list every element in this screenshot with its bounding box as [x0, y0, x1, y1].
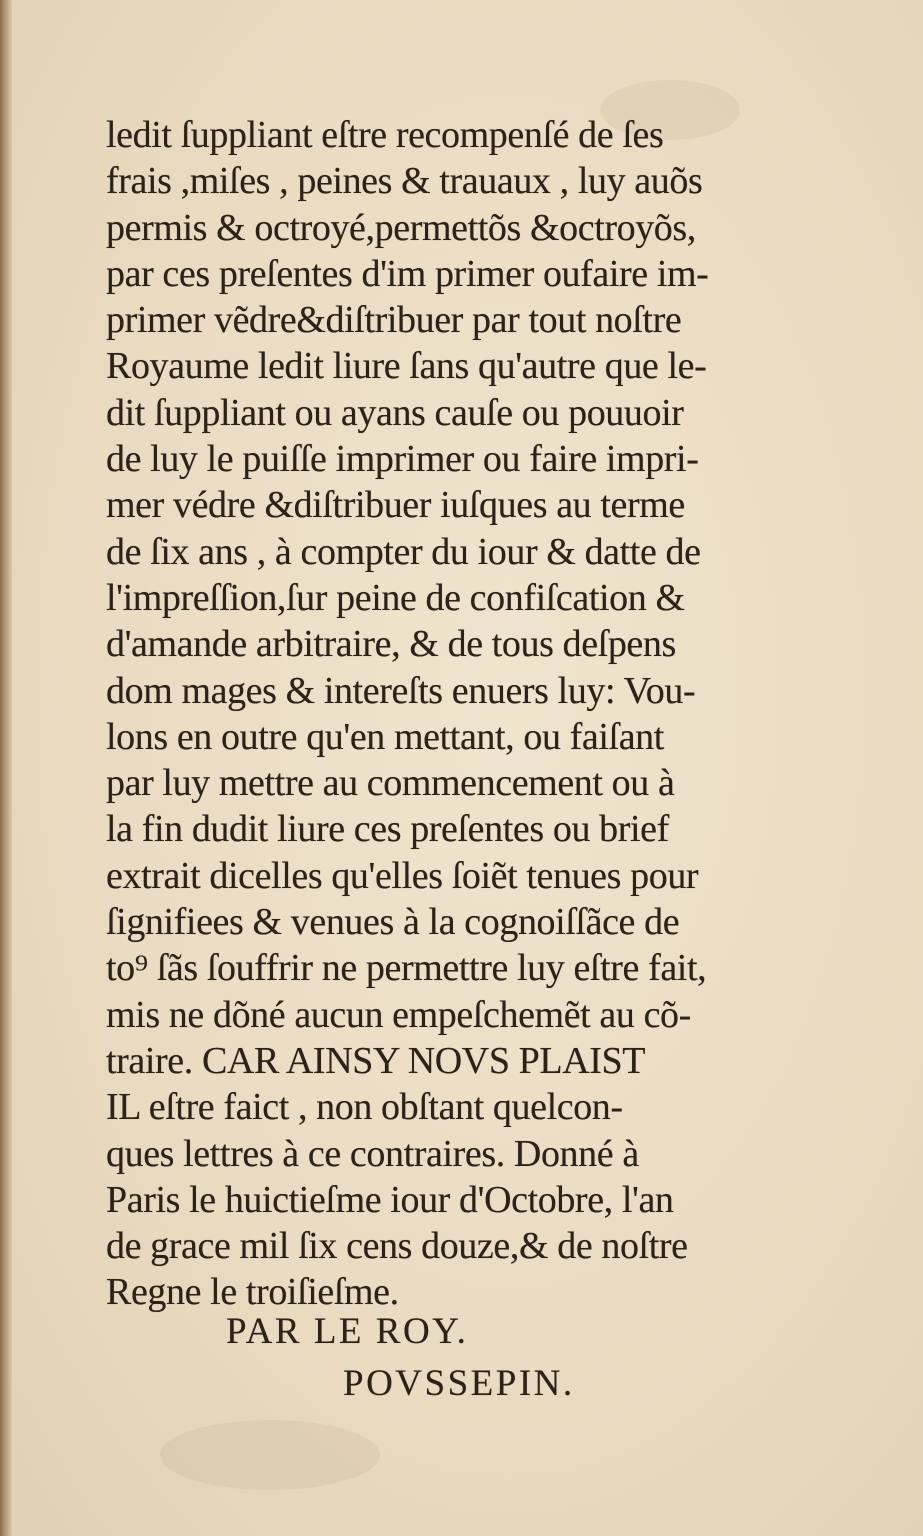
body-text [106, 112, 796, 1316]
text-line: extrait dicelles qu'elles ſoiẽt tenues pour [106, 854, 699, 897]
text-line: d'amande arbitraire, & de tous deſpens [106, 623, 676, 666]
text-line: traire. CAR AINSY NOVS PLAIST [106, 1039, 646, 1082]
signatory-name: POVSSEPIN. [343, 1363, 575, 1404]
text-line: lons en outre qu'en mettant, ou faiſant [106, 715, 664, 758]
text-line: la fin dudit liure ces preſentes ou brief [106, 808, 669, 851]
text-line: to⁹ ſãs ſouffrir ne permettre luy eſtre fait, [106, 947, 707, 990]
text-line: mer védre &diſtribuer iuſques au terme [106, 484, 685, 527]
text-line: frais ,miſes , peines & trauaux , luy auõs [106, 160, 703, 203]
text-line: Royaume ledit liure ſans qu'autre que le- [106, 345, 707, 388]
text-line: de ſix ans , à compter du iour & datte de [106, 530, 701, 573]
text-line: ſignifiees & venues à la cognoiſſãce de [106, 901, 680, 944]
text-line: Regne le troiſieſme. [106, 1271, 399, 1314]
text-line: Paris le huictieſme iour d'Octobre, l'an [106, 1178, 674, 1221]
text-line: l'impreſſion,ſur peine de confiſcation & [106, 576, 685, 619]
text-line: ques lettres à ce contraires. Donné à [106, 1132, 639, 1175]
text-line: ledit ſuppliant eſtre recompenſé de ſes [106, 114, 664, 156]
text-line: par luy mettre au commencement ou à [106, 762, 675, 805]
text-line: mis ne dõné aucun empeſchemẽt au cõ- [106, 993, 691, 1036]
text-line: de grace mil ſix cens douze,& de noſtre [106, 1225, 688, 1268]
page-gutter-shadow [0, 0, 12, 1536]
signature-heading: PAR LE ROY. [226, 1311, 469, 1352]
paper-stain [160, 1420, 380, 1490]
text-line: IL eſtre faict , non obſtant quelcon- [106, 1086, 623, 1129]
text-line: dit ſuppliant ou ayans cauſe ou pouuoir [106, 391, 684, 434]
text-line: dom mages & intereſts enuers luy: Vou- [106, 669, 696, 712]
text-line: de luy le puiſſe imprimer ou faire impri- [106, 438, 699, 481]
text-line: par ces preſentes d'im primer oufaire im- [106, 252, 709, 295]
text-line: primer vẽdre&diſtribuer par tout noſtre [106, 299, 682, 342]
text-line: permis & octroyé,permettõs &octroyõs, [106, 206, 696, 249]
